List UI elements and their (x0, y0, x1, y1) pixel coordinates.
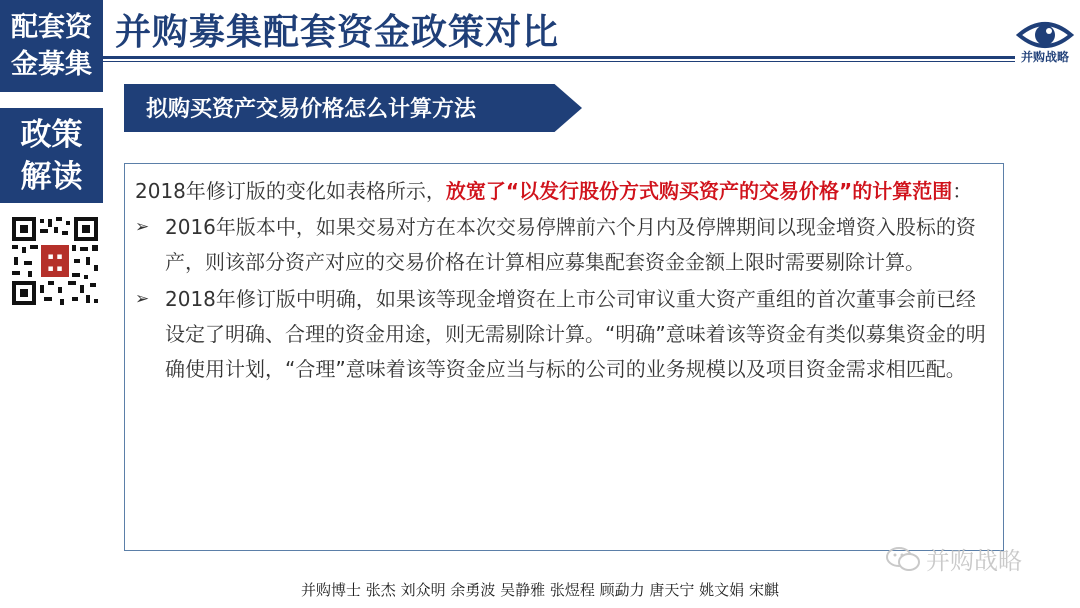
list-item (135, 210, 995, 280)
content-box (124, 163, 1004, 551)
logo-text: 并购战略 (1020, 50, 1069, 64)
svg-text:▪ ▪: ▪ ▪ (47, 252, 63, 262)
wechat-icon (886, 546, 920, 572)
arrow-bullet-icon: ➢ (135, 289, 150, 309)
section-label (0, 0, 103, 92)
qr-code-image (10, 215, 100, 307)
intro-paragraph (135, 174, 995, 208)
section-label-line-2: 金募集 (11, 49, 92, 80)
watermark (886, 541, 1022, 576)
intro-suffix: ： (952, 179, 973, 203)
policy-label (0, 108, 103, 203)
bullet-text: 2018年修订版中明确，如果该等现金增资在上市公司审议重大资产重组的首次董事会前已经设定了明确、合理的资金用途，则无需剔除计算。“明确”意味着该等资金有类似募集资金的明确使用计划，“合理”意味着该等资金应当与标的公司的业务规模以及项目资金需求相匹配。 (165, 287, 986, 381)
footer-authors: 并购博士 张杰 刘众明 余勇波 吴静雅 张煜程 顾勐力 唐天宁 姚文娟 宋麒 (301, 581, 779, 599)
subtitle-text: 拟购买资产交易价格怎么计算方法 (146, 97, 477, 122)
policy-label-line-2: 解读 (20, 158, 83, 195)
page-title: 并购募集配套资金政策对比 (115, 12, 560, 53)
header-divider (103, 56, 1015, 59)
svg-text:▪ ▪: ▪ ▪ (47, 264, 63, 274)
intro-highlight: 放宽了“以发行股份方式购买资产的交易价格”的计算范围 (445, 179, 953, 203)
arrow-bullet-icon: ➢ (135, 217, 150, 237)
bullet-text: 2016年版本中，如果交易对方在本次交易停牌前六个月内及停牌期间以现金增资入股标的资产，则该部分资产对应的交易价格在计算相应募集配套资金金额上限时需要剔除计算。 (165, 215, 976, 274)
header-divider-thin (103, 61, 1015, 62)
policy-label-line-1: 政策 (20, 116, 83, 153)
section-label-line-1: 配套资 (11, 12, 92, 43)
intro-prefix: 2018年修订版的变化如表格所示， (135, 179, 446, 203)
list-item (135, 282, 995, 387)
watermark-text: 并购战略 (926, 547, 1022, 575)
